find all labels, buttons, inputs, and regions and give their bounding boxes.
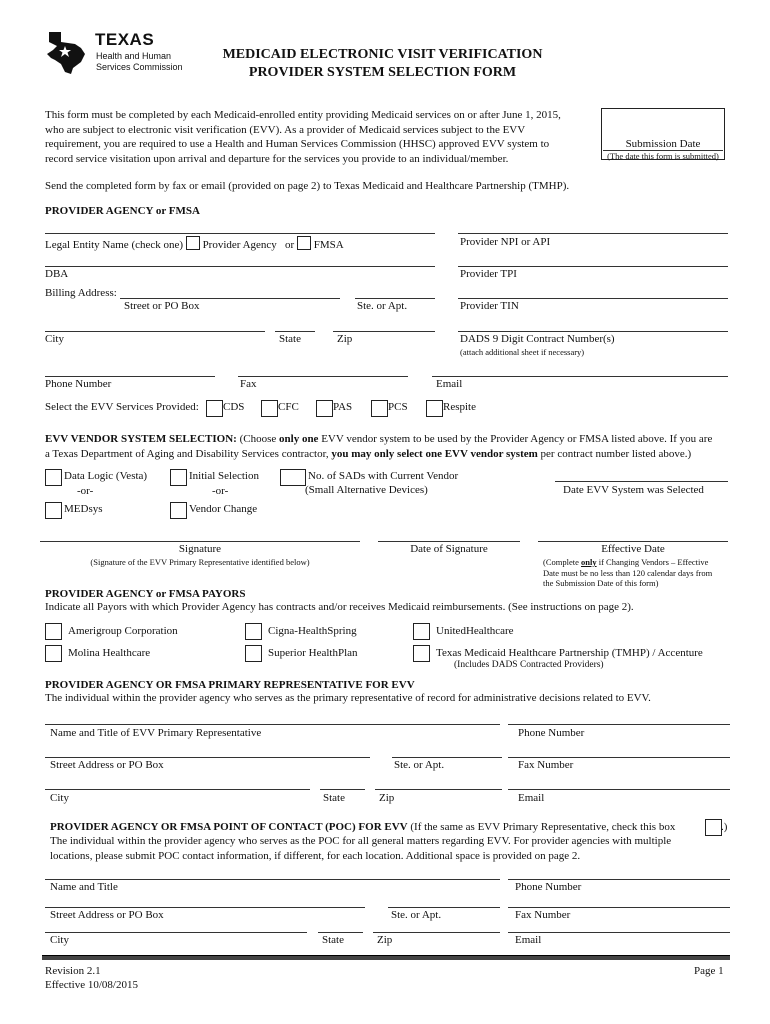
logo-line1: Health and Human	[96, 51, 172, 61]
tpi-label: Provider TPI	[460, 268, 517, 280]
texas-map-icon	[45, 28, 93, 76]
poc-desc-line: The individual within the provider agency who serves as the POC for all general matters regarding EVV. For provider agencies with multiple	[50, 835, 672, 847]
primary-street-label: Street Address or PO Box	[50, 759, 164, 771]
poc-zip-label: Zip	[377, 934, 393, 946]
sads-label: No. of SADs with Current Vendor	[308, 470, 459, 482]
service-cfc-label: CFC	[278, 401, 299, 413]
eff-note-text: (Complete	[543, 557, 582, 567]
send-instructions: Send the completed form by fax or email (provided on page 2) to Texas Medicaid and Healthcare Partnership (TMHP).	[45, 180, 570, 192]
data-logic-label: Data Logic (Vesta)	[64, 470, 148, 482]
email-label: Email	[436, 378, 463, 390]
state-label: State	[279, 333, 301, 345]
amerigroup-label: Amerigroup Corporation	[68, 625, 178, 637]
signature-note: (Signature of the EVV Primary Representative identified below)	[90, 557, 310, 567]
primary-fax-label: Fax Number	[518, 759, 574, 771]
fmsa-label: FMSA	[313, 239, 344, 251]
phone-label: Phone Number	[45, 378, 112, 390]
effective-date-label: Effective Date	[601, 543, 665, 555]
footer-revision: Revision 2.1	[45, 965, 101, 977]
poc-same-checkbox[interactable]	[705, 819, 722, 836]
selection-or-text: -or-	[212, 485, 229, 497]
poc-name-label: Name and Title	[50, 881, 118, 893]
dads-label: DADS 9 Digit Contract Number(s)	[460, 333, 615, 345]
poc-desc-line: locations, please submit POC contact information, if different, for each location. Additional space is provided on page 2.	[50, 849, 581, 862]
service-cds-checkbox[interactable]	[206, 400, 223, 417]
vendor-heading: EVV VENDOR SYSTEM SELECTION:	[45, 433, 237, 445]
effective-date-note	[543, 557, 712, 589]
vendor-change-checkbox[interactable]	[170, 502, 187, 519]
poc-heading: PROVIDER AGENCY OR FMSA POINT OF CONTACT (POC) FOR EVV	[50, 821, 408, 833]
or-text: or	[285, 239, 295, 251]
medsys-checkbox[interactable]	[45, 502, 62, 519]
date-selected-label: Date EVV System was Selected	[563, 484, 704, 496]
intro-line: record service visitation upon arrival and departure for the services you provide to an individual/member.	[45, 152, 509, 165]
poc-fax-label: Fax Number	[515, 909, 571, 921]
service-cfc-checkbox[interactable]	[261, 400, 278, 417]
vendor-paragraph	[45, 432, 712, 461]
logo-line2: Services Commission	[96, 62, 183, 72]
poc-email-label: Email	[515, 934, 542, 946]
service-pas-label: PAS	[333, 401, 353, 413]
legal-entity-text: Legal Entity Name (check one)	[45, 239, 184, 251]
primary-email-label: Email	[518, 792, 545, 804]
poc-ste-label: Ste. or Apt.	[391, 909, 442, 921]
data-logic-checkbox[interactable]	[45, 469, 62, 486]
dba-label: DBA	[45, 268, 69, 280]
poc-street-label: Street Address or PO Box	[50, 909, 164, 921]
service-pas-checkbox[interactable]	[316, 400, 333, 417]
cigna-checkbox[interactable]	[245, 623, 262, 640]
molina-label: Molina Healthcare	[68, 647, 151, 659]
vendor-text: a Texas Department of Aging and Disability Services contractor,	[45, 447, 332, 460]
service-respite-checkbox[interactable]	[426, 400, 443, 417]
sads-input-box[interactable]	[280, 469, 306, 486]
provider-agency-label: Provider Agency	[202, 239, 277, 251]
poc-description	[50, 834, 671, 863]
ste-label: Ste. or Apt.	[357, 300, 408, 312]
primary-description: The individual within the provider agency who serves as the primary representative of record for administrative decisions related to EVV.	[45, 692, 651, 704]
eff-note-bold: only	[581, 557, 597, 567]
vendor-text-bold: you may only select one EVV vendor system	[331, 447, 538, 460]
zip-label: Zip	[337, 333, 353, 345]
npi-label: Provider NPI or API	[460, 236, 551, 248]
united-checkbox[interactable]	[413, 623, 430, 640]
primary-phone-label: Phone Number	[518, 727, 585, 739]
primary-city-label: City	[50, 792, 69, 804]
vendor-text-bold: only one	[279, 433, 319, 445]
eff-note-text: the Submission Date of this form)	[543, 578, 659, 588]
poc-state-label: State	[322, 934, 344, 946]
superior-label: Superior HealthPlan	[268, 647, 358, 659]
service-pcs-label: PCS	[388, 401, 408, 413]
payors-heading: PROVIDER AGENCY or FMSA PAYORS	[45, 588, 246, 600]
poc-same-end: .)	[721, 821, 728, 833]
fax-label: Fax	[240, 378, 257, 390]
vendor-or-text: -or-	[77, 485, 94, 497]
eff-note-text: if Changing Vendors – Effective	[596, 557, 709, 567]
page-title	[200, 46, 565, 82]
fmsa-checkbox[interactable]	[297, 236, 311, 250]
footer-divider	[42, 955, 730, 960]
primary-heading: PROVIDER AGENCY OR FMSA PRIMARY REPRESENTATIVE FOR EVV	[45, 679, 415, 691]
submission-date-note: (The date this form is submitted)	[607, 151, 719, 161]
hhsc-logo	[45, 28, 190, 78]
poc-city-label: City	[50, 934, 69, 946]
signature-label: Signature	[178, 543, 222, 555]
footer-effective: Effective 10/08/2015	[45, 979, 138, 991]
service-respite-label: Respite	[443, 401, 476, 413]
services-label: Select the EVV Services Provided:	[45, 401, 199, 413]
provider-agency-checkbox[interactable]	[186, 236, 200, 250]
cigna-label: Cigna-HealthSpring	[268, 625, 357, 637]
provider-heading: PROVIDER AGENCY or FMSA	[45, 205, 200, 217]
superior-checkbox[interactable]	[245, 645, 262, 662]
primary-name-label: Name and Title of EVV Primary Representative	[50, 727, 262, 739]
logo-state: TEXAS	[95, 30, 155, 49]
poc-phone-label: Phone Number	[515, 881, 582, 893]
vendor-change-label: Vendor Change	[189, 503, 258, 515]
service-pcs-checkbox[interactable]	[371, 400, 388, 417]
submission-date-box[interactable]	[601, 108, 725, 160]
vendor-text: EVV vendor system to be used by the Provider Agency or FMSA listed above. If you are	[318, 433, 713, 445]
street-label: Street or PO Box	[124, 300, 200, 312]
initial-selection-checkbox[interactable]	[170, 469, 187, 486]
payors-description: Indicate all Payors with which Provider Agency has contracts and/or receives Medicaid reimbursements. (See instructions on page 2).	[45, 601, 634, 613]
poc-same-text: (If the same as EVV Primary Representative, check this box	[407, 821, 676, 833]
tmhp-note: (Includes DADS Contracted Providers)	[454, 660, 604, 670]
medsys-label: MEDsys	[64, 503, 103, 515]
legal-entity-label	[45, 236, 344, 251]
sads-note: (Small Alternative Devices)	[305, 484, 428, 496]
vendor-text: per contract number listed above.)	[537, 447, 692, 460]
vendor-text: (Choose	[236, 433, 280, 445]
intro-line: who are subject to electronic visit verification (EVV). As a provider of Medicaid services subject to the EVV	[45, 123, 526, 136]
city-label: City	[45, 333, 64, 345]
primary-state-label: State	[323, 792, 345, 804]
date-of-signature-label: Date of Signature	[410, 543, 488, 555]
tin-label: Provider TIN	[460, 300, 519, 312]
tmhp-checkbox[interactable]	[413, 645, 430, 662]
intro-line: This form must be completed by each Medicaid-enrolled entity providing Medicaid services on or after June 1, 2015,	[45, 109, 561, 121]
initial-selection-label: Initial Selection	[189, 470, 259, 482]
amerigroup-checkbox[interactable]	[45, 623, 62, 640]
submission-date-label: Submission Date	[625, 138, 701, 150]
footer-page: Page 1	[694, 965, 724, 977]
molina-checkbox[interactable]	[45, 645, 62, 662]
primary-ste-label: Ste. or Apt.	[394, 759, 445, 771]
tmhp-label: Texas Medicaid Healthcare Partnership (TMHP) / Accenture	[436, 647, 703, 659]
intro-paragraph	[45, 108, 561, 166]
eff-note-text: Date must be no less than 120 calendar days from	[543, 567, 713, 578]
title-line1: MEDICAID ELECTRONIC VISIT VERIFICATION	[222, 47, 543, 62]
dads-note: (attach additional sheet if necessary)	[460, 347, 585, 357]
billing-address-label: Billing Address:	[45, 287, 117, 299]
poc-heading-row	[50, 821, 675, 833]
primary-zip-label: Zip	[379, 792, 395, 804]
intro-line: requirement, you are required to use a Health and Human Services Commission (HHSC) approved EVV system to	[45, 138, 550, 150]
service-cds-label: CDS	[223, 401, 245, 413]
title-line2: PROVIDER SYSTEM SELECTION FORM	[248, 65, 517, 80]
united-label: UnitedHealthcare	[436, 625, 514, 637]
